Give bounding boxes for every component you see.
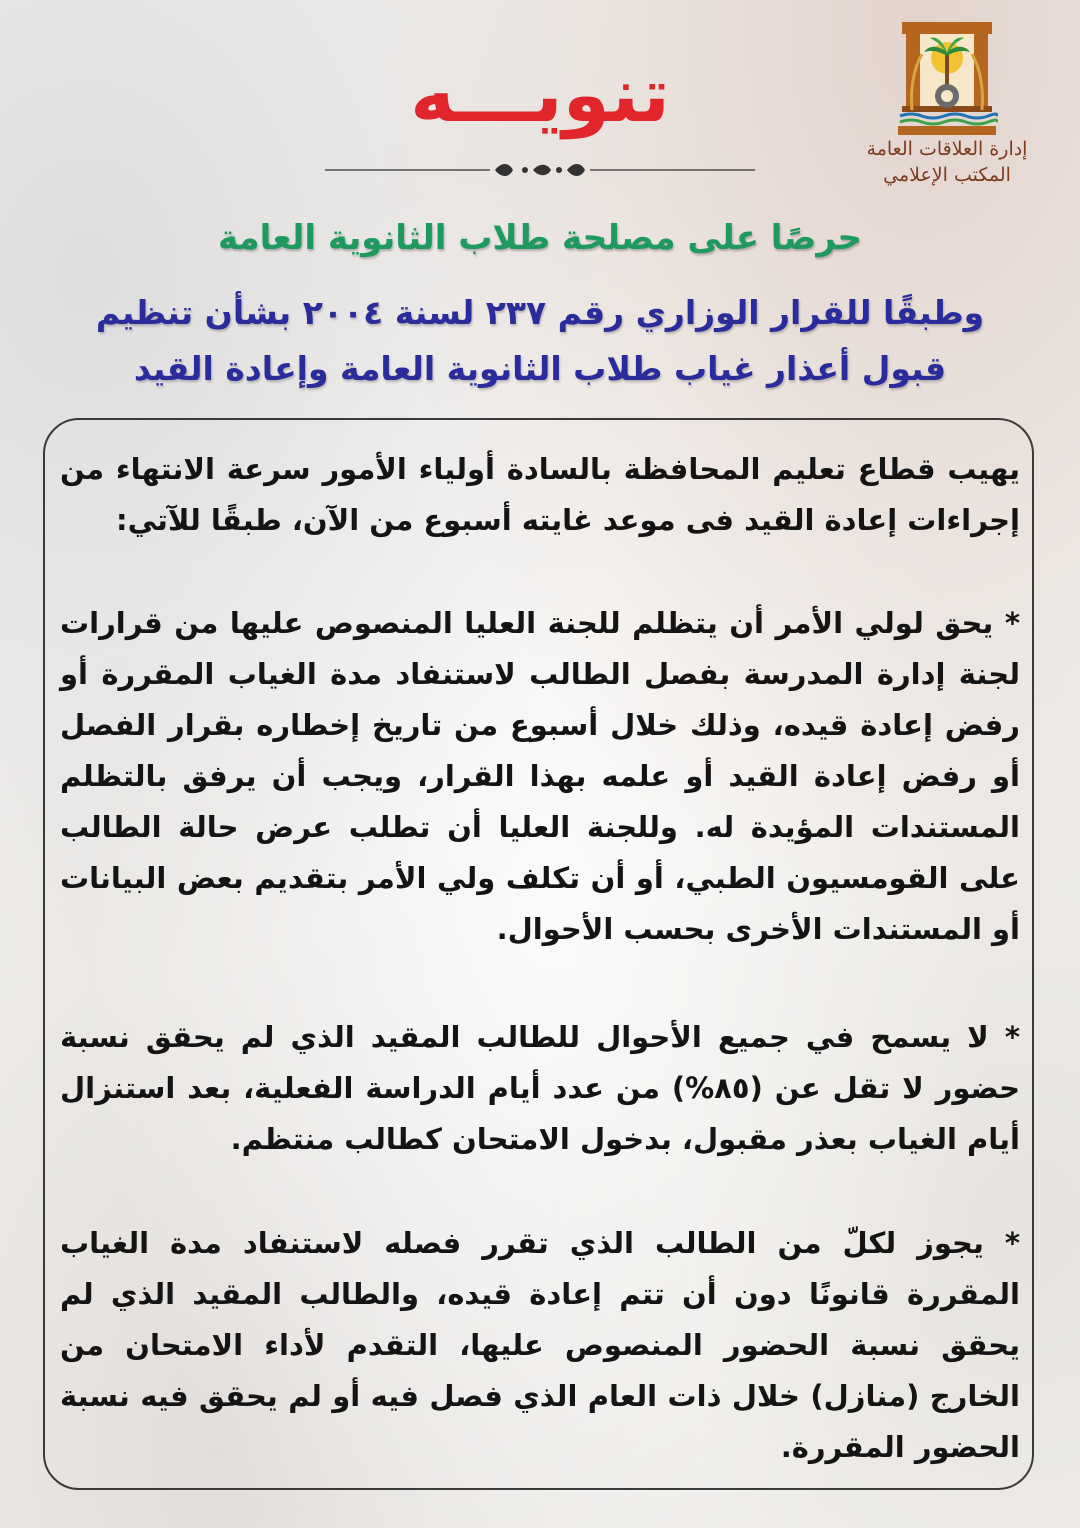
ornament-divider: [325, 160, 755, 180]
paragraph-external-exam: * يجوز لكلّ من الطالب الذي تقرر فصله لاستنفاد مدة الغياب المقررة قانونًا دون أن تتم إعادة قيده، والطالب المقيد الذي لم يحقق نسبة الحضور المنصوص عليها، التقدم لأداء الامتحان من الخارج (منازل) خلال ذات العام الذي فصل فيه أو لم يحقق فيه نسبة الحضور المقررة.: [60, 1226, 1020, 1464]
paragraph-attendance-rule: * لا يسمح في جميع الأحوال للطالب المقيد الذي لم يحقق نسبة حضور لا تقل عن (٨٥%) من عدد أيام الدراسة الفعلية، بعد استنزال أيام الغياب بعذر مقبول، بدخول الامتحان كطالب منتظم.: [60, 1020, 1021, 1156]
intro-green-heading: حرصًا على مصلحة طلاب الثانوية العامة: [217, 218, 863, 258]
paragraph-appeal-right: * يحق لولي الأمر أن يتظلم للجنة العليا المنصوص عليها من قرارات لجنة إدارة المدرسة بفصل الطالب لاستنفاد مدة الغياب المقررة أو رفض إعادة قيده، وذلك خلال أسبوع من تاريخ إخطاره بقرار الفصل أو رفض إعادة القيد أو علمه بهذا القرار، ويجب أن يرفق بالتظلم المستندات المؤيدة له. وللجنة العليا أن تطلب عرض حالة الطالب على القومسيون الطبي، أو أن تكلف ولي الأمر بتقديم بعض البيانات أو المستندات الأخرى بحسب الأحوال.: [60, 606, 1020, 946]
media-office-name: المكتب الإعلامي: [883, 164, 1011, 186]
department-name: إدارة العلاقات العامة: [866, 138, 1028, 160]
paragraph-intro: يهيب قطاع تعليم المحافظة بالسادة أولياء الأمور سرعة الانتهاء من إجراءات إعادة القيد فى موعد غايته أسبوع من الآن، طبقًا للآتي:: [60, 452, 1020, 537]
intro-blue-heading: وطبقًا للقرار الوزاري رقم ٢٣٧ لسنة ٢٠٠٤ بشأن تنظيم قبول أعذار غياب طلاب الثانوية العامة وإعادة القيد: [95, 293, 985, 388]
page-title: تنويـــه: [410, 50, 670, 139]
